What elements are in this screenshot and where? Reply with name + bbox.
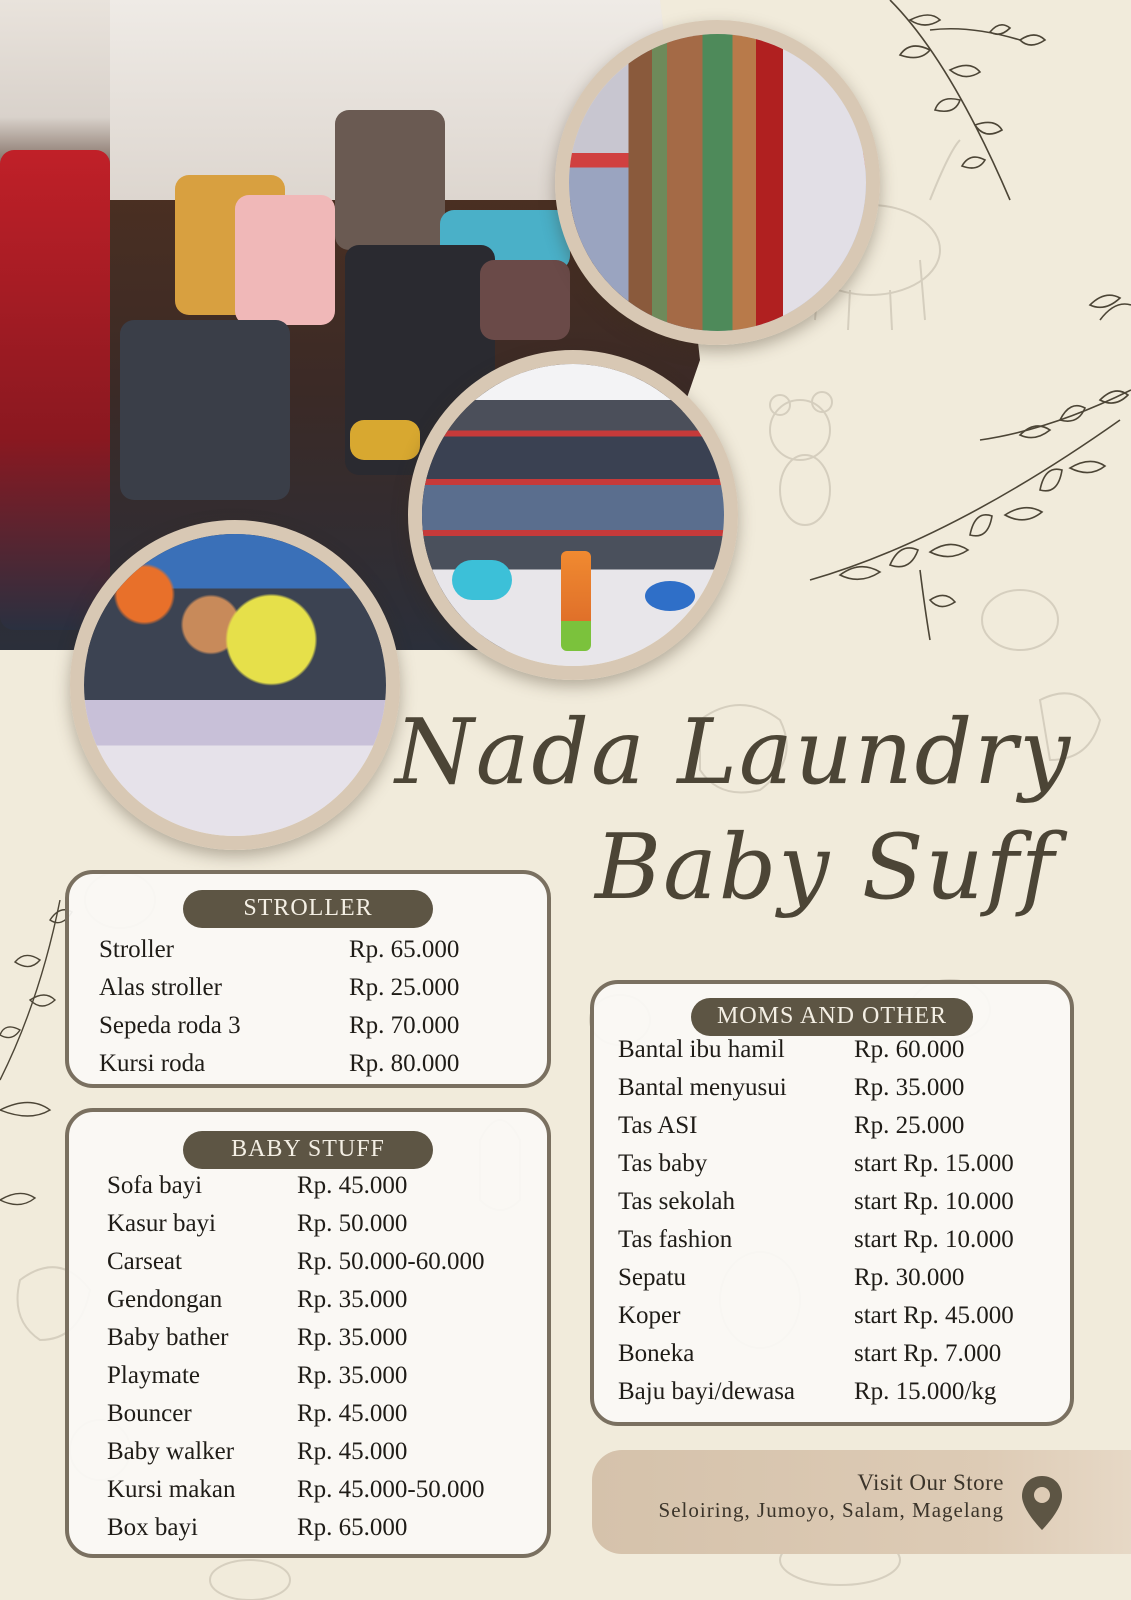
- section-header-baby-stuff: BABY STUFF: [183, 1131, 433, 1169]
- baby-stuff-price-card: BABY STUFF Sofa bayi Rp. 45.000 Kasur bayi Rp. 50.000 Carseat Rp. 50.000-60.000 Gendongan Rp. 35.000 Baby bather Rp. 35.000 Playmate Rp. 35.000 Bouncer Rp. 45.000 Baby walker Rp. 45.000 Kursi makan Rp. 45.000-50.000 Box bayi Rp. 65.000: [65, 1108, 551, 1558]
- store-heading: Visit Our Store: [857, 1470, 1004, 1495]
- carseats-and-dolls-photo: [70, 520, 400, 850]
- store-address: Seloiring, Jumoyo, Salam, Magelang: [658, 1498, 1004, 1522]
- leaf-branch-icon: [830, 0, 1070, 210]
- moms-and-other-price-card: MOMS AND OTHER Bantal ibu hamil Rp. 60.000 Bantal menyusui Rp. 35.000 Tas ASI Rp. 25.000 Tas baby start Rp. 15.000 Tas sekolah start Rp. 10.000 Tas fashion start Rp. 10.000 Sepatu Rp. 30.000 Koper start Rp. 45.000 Boneka start Rp. 7.000 Baju bayi/dewasa Rp. 15.000/kg: [590, 980, 1074, 1426]
- location-pin-icon: [1020, 1474, 1064, 1532]
- section-header-moms-and-other: MOMS AND OTHER: [691, 998, 973, 1036]
- leaf-branch-icon: [800, 280, 1131, 650]
- page-title-line-1: Nada Laundry: [395, 700, 1073, 805]
- store-location-banner: [592, 1450, 1131, 1554]
- page-title-line-2: Baby Suff: [595, 815, 1057, 920]
- store-shelves-and-toys-photo: [408, 350, 738, 680]
- section-header-stroller: STROLLER: [183, 890, 433, 928]
- stroller-price-card: STROLLER Stroller Rp. 65.000 Alas stroller Rp. 25.000 Sepeda roda 3 Rp. 70.000 Kursi roda Rp. 80.000: [65, 870, 551, 1088]
